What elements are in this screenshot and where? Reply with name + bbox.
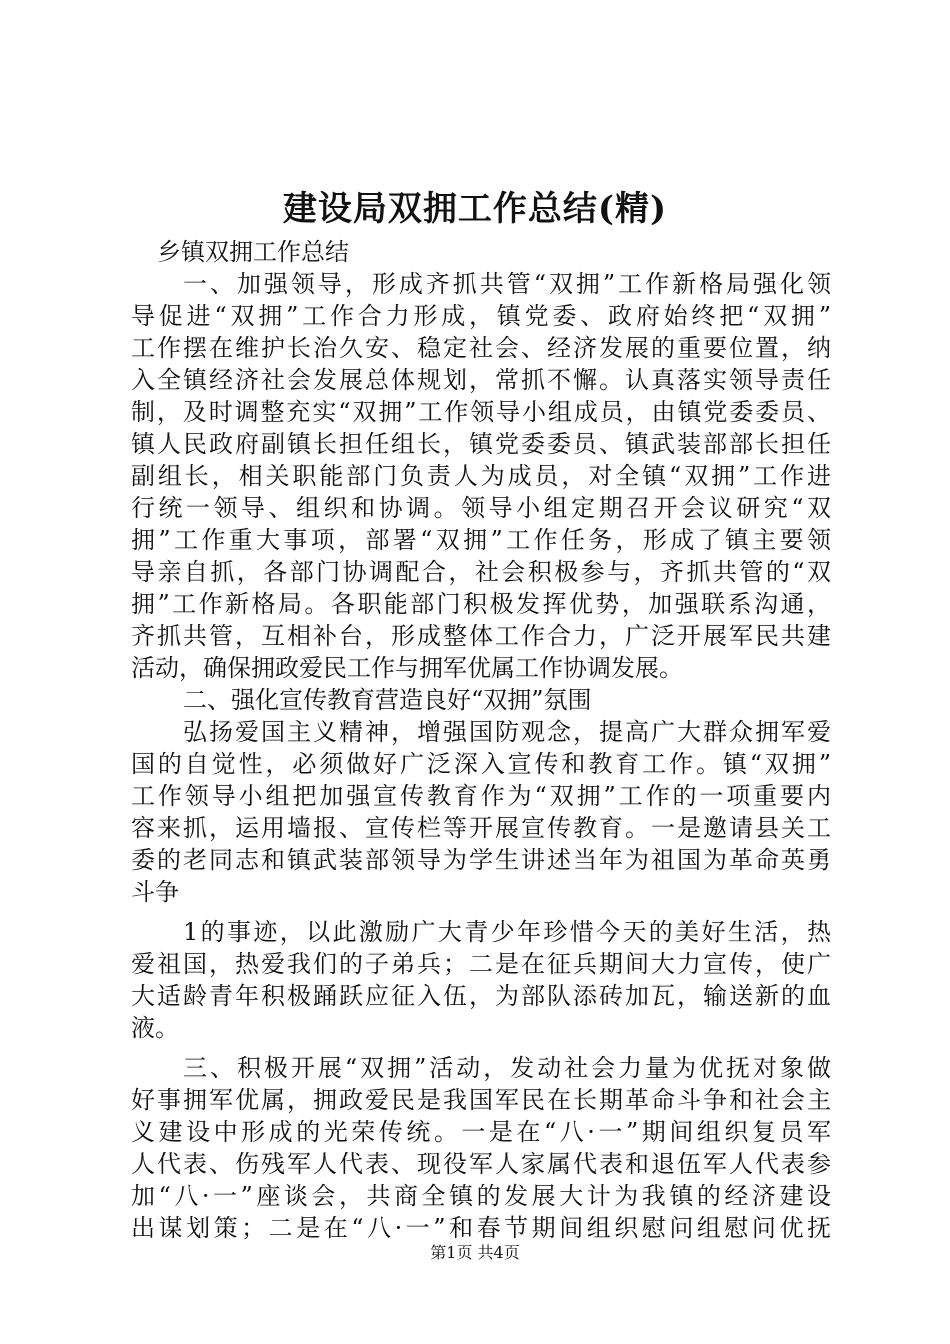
paragraph-line: 工作领导小组把加强宣传教育作为“双拥”工作的一项重要内 xyxy=(131,782,831,810)
paragraph-line: 镇人民政府副镇长担任组长，镇党委委员、镇武装部部长担任 xyxy=(131,430,831,458)
paragraph-line: 人代表、伤残军人代表、现役军人家属代表和退伍军人代表参 xyxy=(131,1150,831,1178)
paragraph-line: 加“八·一”座谈会，共商全镇的发展大计为我镇的经济建设 xyxy=(131,1182,831,1210)
page-footer: 第1页 共4页 xyxy=(430,1243,520,1262)
section-heading: 二、强化宣传教育营造良好“双拥”氛围 xyxy=(183,686,592,714)
paragraph-line: 导促进“双拥”工作合力形成，镇党委、政府始终把“双拥” xyxy=(131,302,831,330)
document-title: 建设局双拥工作总结(精) xyxy=(282,189,668,229)
paragraph-line: 1的事迹，以此激励广大青少年珍惜今天的美好生活，热 xyxy=(183,918,831,946)
paragraph-line: 出谋划策；二是在“八·一”和春节期间组织慰问组慰问优抚 xyxy=(131,1214,831,1242)
paragraph-line: 三、积极开展“双拥”活动，发动社会力量为优抚对象做 xyxy=(183,1054,831,1082)
paragraph-line: 国的自觉性，必须做好广泛深入宣传和教育工作。镇“双拥” xyxy=(131,750,831,778)
paragraph-line: 义建设中形成的光荣传统。一是在“八·一”期间组织复员军 xyxy=(131,1118,831,1146)
paragraph-line: 大适龄青年积极踊跃应征入伍，为部队添砖加瓦，输送新的血 xyxy=(131,982,831,1010)
paragraph-line: 液。 xyxy=(131,1014,179,1042)
paragraph-line: 委的老同志和镇武装部领导为学生讲述当年为祖国为革命英勇 xyxy=(131,846,831,874)
paragraph-line: 爱祖国，热爱我们的子弟兵；二是在征兵期间大力宣传，使广 xyxy=(131,950,831,978)
document-body xyxy=(131,236,831,1244)
paragraph-line: 副组长，相关职能部门负责人为成员，对全镇“双拥”工作进 xyxy=(131,462,831,490)
paragraph-line: 好事拥军优属，拥政爱民是我国军民在长期革命斗争和社会主 xyxy=(131,1086,831,1114)
paragraph-line: 一、加强领导，形成齐抓共管“双拥”工作新格局强化领 xyxy=(183,270,831,298)
paragraph-line: 工作摆在维护长治久安、稳定社会、经济发展的重要位置，纳 xyxy=(131,334,831,362)
paragraph-line: 齐抓共管，互相补台，形成整体工作合力，广泛开展军民共建 xyxy=(131,622,831,650)
paragraph-line: 拥”工作新格局。各职能部门积极发挥优势，加强联系沟通， xyxy=(131,590,831,618)
paragraph-line: 制，及时调整充实“双拥”工作领导小组成员，由镇党委委员、 xyxy=(131,398,831,426)
paragraph-line: 拥”工作重大事项，部署“双拥”工作任务，形成了镇主要领 xyxy=(131,526,831,554)
paragraph-line: 弘扬爱国主义精神，增强国防观念，提高广大群众拥军爱 xyxy=(183,718,831,746)
paragraph-line: 活动，确保拥政爱民工作与拥军优属工作协调发展。 xyxy=(131,654,683,682)
paragraph-line: 行统一领导、组织和协调。领导小组定期召开会议研究“双 xyxy=(131,494,831,522)
subtitle-line: 乡镇双拥工作总结 xyxy=(157,238,349,266)
paragraph-line: 入全镇经济社会发展总体规划，常抓不懈。认真落实领导责任 xyxy=(131,366,831,394)
paragraph-line: 导亲自抓，各部门协调配合，社会积极参与，齐抓共管的“双 xyxy=(131,558,831,586)
paragraph-line: 容来抓，运用墙报、宣传栏等开展宣传教育。一是邀请县关工 xyxy=(131,814,831,842)
paragraph-line: 斗争 xyxy=(131,878,179,906)
